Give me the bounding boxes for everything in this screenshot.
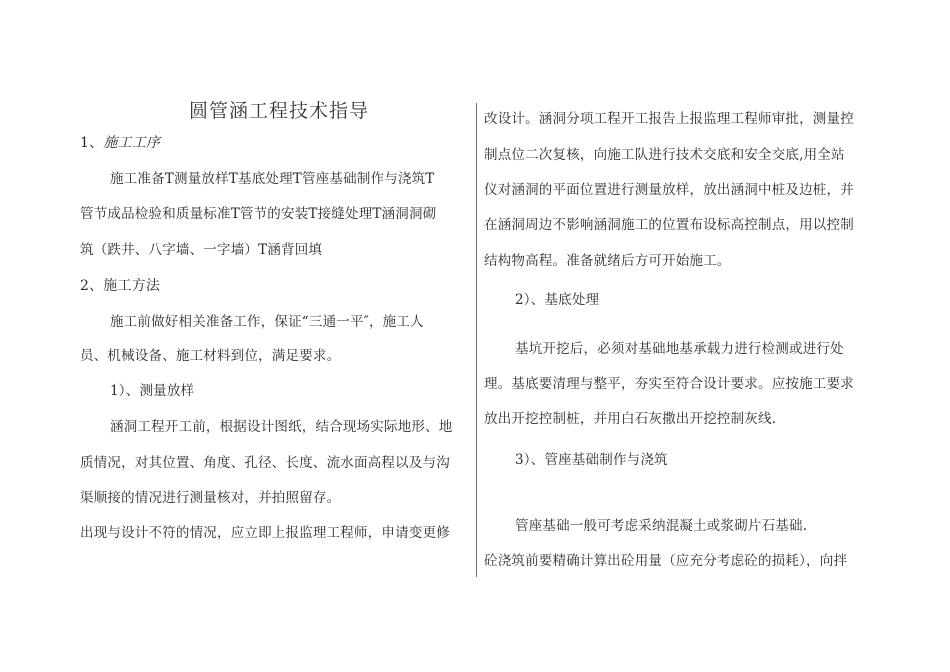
survey-line-3: 渠顺接的情况进行测量核对，并拍照留存。 bbox=[80, 490, 341, 506]
continued-line-2: 制点位二次复核，向施工队进行技术交底和安全交底,用全站 bbox=[484, 147, 845, 163]
subsection-1-heading: 1）、测量放样 bbox=[110, 383, 195, 399]
document-title: 圆管涵工程技术指导 bbox=[189, 100, 370, 122]
base-line-1: 基坑开挖后，必须对基础地基承载力进行检测或进行处 bbox=[515, 341, 844, 357]
survey-line-4: 出现与设计不符的情况，应立即上报监理工程师，申请变更修 bbox=[80, 525, 450, 541]
continued-line-1: 改设计。涵洞分项工程开工报告上报监理工程师审批，测量控 bbox=[484, 111, 854, 127]
subsection-2-heading: 2）、基底处理 bbox=[515, 292, 600, 308]
base-line-3: 放出开挖控制桩，并用白石灰撒出开挖控制灰线. bbox=[484, 411, 777, 427]
subsection-3-heading: 3）、管座基础制作与浇筑 bbox=[515, 452, 668, 468]
column-divider bbox=[476, 103, 477, 577]
base-line-2: 理。基底要清理与整平，夯实至符合设计要求。应按施工要求 bbox=[484, 376, 854, 392]
section-1-number: 1、 bbox=[80, 135, 104, 151]
survey-line-2: 质情况，对其位置、角度、孔径、长度、流水面高程以及与沟 bbox=[80, 455, 450, 471]
pipe-line-2: 砼浇筑前要精确计算出砼用量（应充分考虑砼的损耗），向拌 bbox=[484, 553, 848, 569]
prep-line-1: 施工前做好相关准备工作，保证“三通一平″，施工人 bbox=[110, 314, 424, 330]
continued-line-3: 仪对涵洞的平面位置进行测量放样，放出涵洞中桩及边桩，并 bbox=[484, 182, 854, 198]
procedure-line-2: 管节成品检验和质量标准T管节的安装T接缝处理T涵洞洞砌 bbox=[80, 206, 437, 222]
procedure-line-3: 筑（跌井、八字墙、一字墙）T涵背回填 bbox=[80, 242, 323, 258]
section-2-heading: 2、施工方法 bbox=[80, 278, 161, 294]
continued-line-4: 在涵洞周边不影响涵洞施工的位置布设标高控制点，用以控制 bbox=[484, 217, 854, 233]
prep-line-2: 员、机械设备、施工材料到位，满足要求。 bbox=[80, 348, 341, 364]
section-1-title: 施工工序 bbox=[103, 135, 161, 151]
procedure-line-1: 施工准备T测量放样T基底处理T管座基础制作与浇筑T bbox=[110, 171, 435, 187]
pipe-line-1: 管座基础一般可考虑采纳混凝土或浆砌片石基础. bbox=[515, 518, 808, 534]
section-1-heading bbox=[80, 134, 160, 152]
continued-line-5: 结构物高程。准备就绪后方可开始施工。 bbox=[484, 253, 731, 269]
survey-line-1: 涵洞工程开工前，根据设计图纸，结合现场实际地形、地 bbox=[110, 419, 453, 435]
